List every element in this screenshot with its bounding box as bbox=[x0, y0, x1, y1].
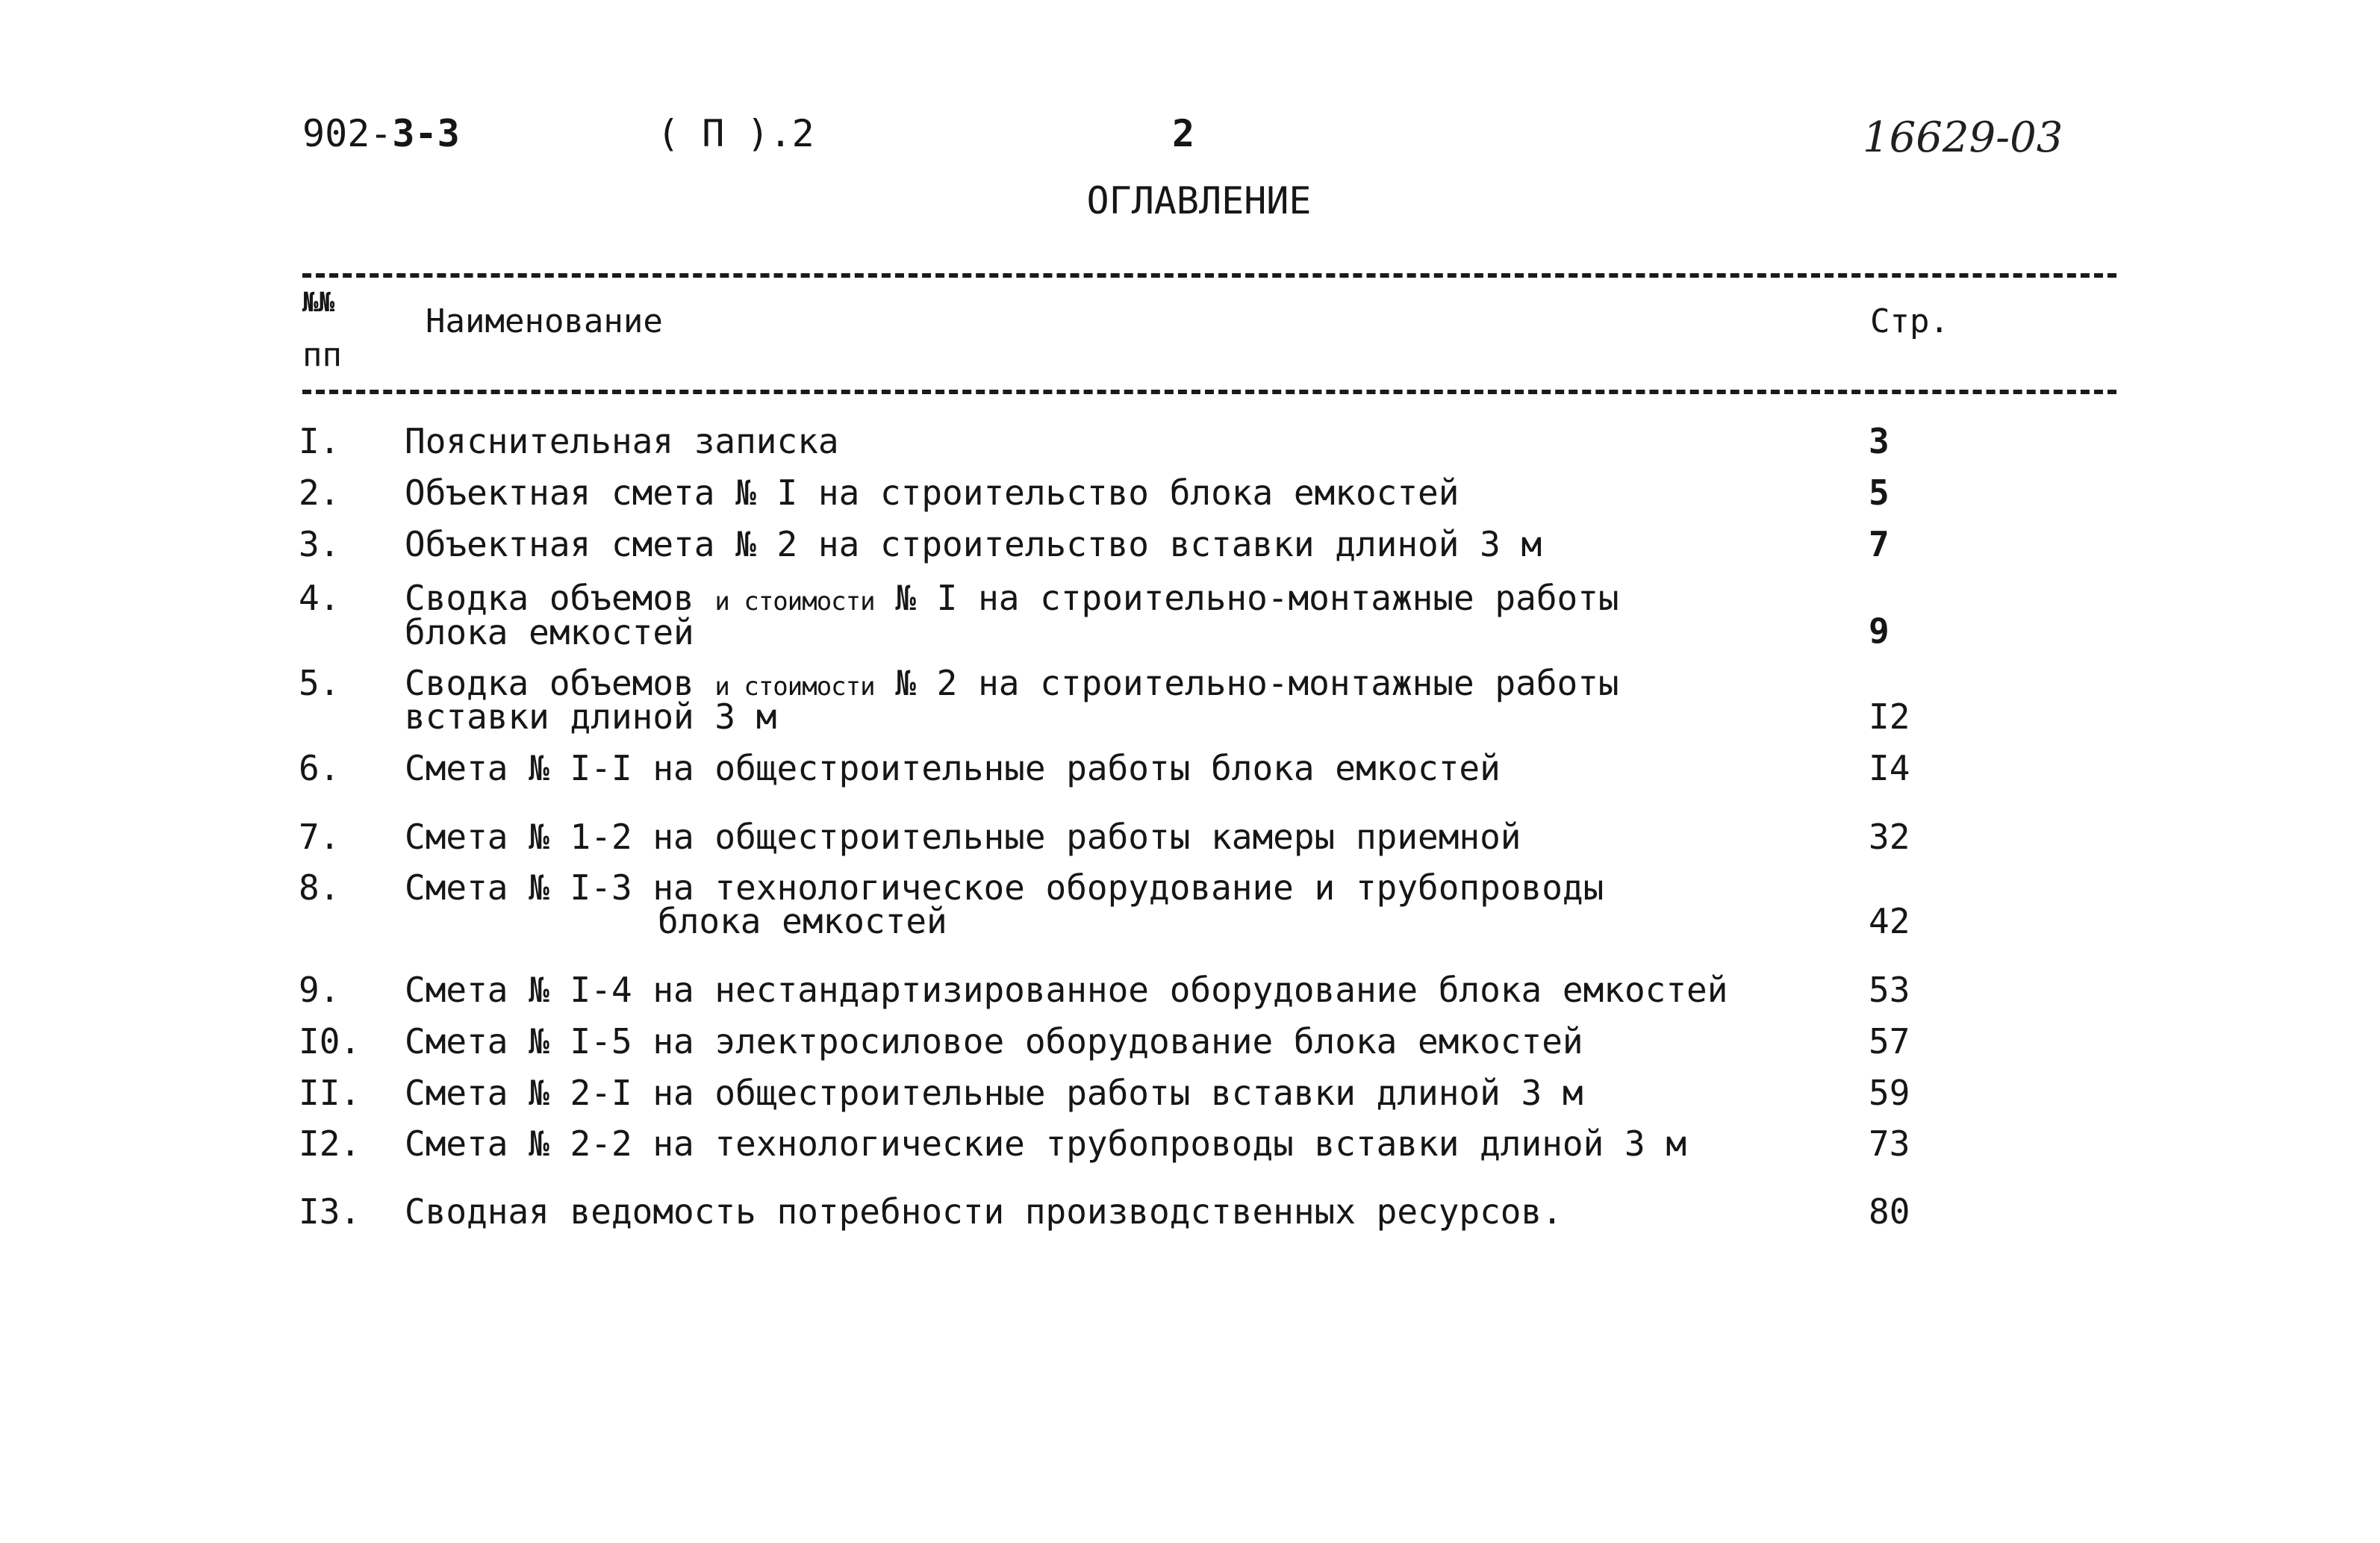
row-number: I. bbox=[299, 421, 340, 461]
row-title: Смета № 1-2 на общестроительные работы камеры приемной bbox=[405, 817, 1521, 857]
row-title: Смета № 2-2 на технологические трубопроводы вставки длиной 3 м bbox=[405, 1123, 1687, 1164]
row-page: I4 bbox=[1869, 748, 1910, 788]
table-divider-header bbox=[302, 390, 2116, 394]
column-header-page: Стр. bbox=[1870, 302, 1949, 340]
row-number: 4. bbox=[299, 578, 340, 618]
row-page: 53 bbox=[1869, 970, 1910, 1010]
row-number: 6. bbox=[299, 748, 340, 788]
row-page: I2 bbox=[1869, 696, 1910, 737]
row-page: 57 bbox=[1869, 1021, 1910, 1062]
row-page: 9 bbox=[1869, 611, 1890, 651]
row-title-line2: вставки длиной 3 м bbox=[405, 696, 777, 737]
row-number: 3. bbox=[299, 524, 340, 564]
row-number: II. bbox=[299, 1073, 361, 1113]
row-page: 32 bbox=[1869, 817, 1910, 857]
document-part: ( П ).2 bbox=[657, 112, 814, 155]
row-number: 5. bbox=[299, 663, 340, 703]
document-code-prefix: 902- bbox=[302, 112, 393, 155]
row-page: 42 bbox=[1869, 901, 1910, 941]
row-number: 7. bbox=[299, 817, 340, 857]
row-title-part: Сводка объемов bbox=[405, 663, 715, 703]
archive-number: 16629-03 bbox=[1863, 113, 2063, 162]
row-title-line2: блока емкостей bbox=[405, 612, 694, 652]
row-page: 80 bbox=[1869, 1191, 1910, 1232]
row-page: 7 bbox=[1869, 524, 1890, 564]
row-title-small: и стоимости bbox=[714, 672, 875, 702]
row-number: I3. bbox=[299, 1191, 361, 1232]
row-page: 73 bbox=[1869, 1123, 1910, 1164]
column-header-name: Наименование bbox=[426, 302, 663, 340]
row-number: 9. bbox=[299, 970, 340, 1010]
column-header-number: №№ bbox=[302, 287, 335, 318]
column-header-number-line2: пп bbox=[302, 336, 342, 374]
row-title: Смета № I-3 на технологическое оборудование и трубопроводы bbox=[405, 867, 1604, 908]
row-title-part: № 2 на строительно-монтажные работы bbox=[874, 663, 1619, 703]
document-code bbox=[302, 112, 460, 155]
row-title: Смета № I-4 на нестандартизированное оборудование блока емкостей bbox=[405, 970, 1728, 1010]
document-code-suffix: 3-3 bbox=[392, 112, 460, 155]
row-title: Пояснительная записка bbox=[405, 421, 839, 461]
row-number: 2. bbox=[299, 473, 340, 513]
row-title: Смета № I-5 на электросиловое оборудование блока емкостей bbox=[405, 1021, 1583, 1062]
row-title: Объектная смета № I на строительство блока емкостей bbox=[405, 473, 1460, 513]
row-title-part: № I на строительно-монтажные работы bbox=[874, 578, 1619, 618]
row-title: Сводная ведомость потребности производственных ресурсов. bbox=[405, 1191, 1563, 1232]
row-title-small: и стоимости bbox=[714, 587, 875, 617]
row-title: Объектная смета № 2 на строительство вставки длиной 3 м bbox=[405, 524, 1542, 564]
row-title: Смета № I-I на общестроительные работы блока емкостей bbox=[405, 748, 1501, 788]
row-title-line2: блока емкостей bbox=[658, 901, 947, 941]
row-number: I0. bbox=[299, 1021, 361, 1062]
page-title: ОГЛАВЛЕНИЕ bbox=[1086, 179, 1312, 222]
row-title-part: Сводка объемов bbox=[405, 578, 715, 618]
row-page: 5 bbox=[1869, 473, 1890, 513]
row-title: Смета № 2-I на общестроительные работы вставки длиной 3 м bbox=[405, 1073, 1583, 1113]
row-page: 59 bbox=[1869, 1073, 1910, 1113]
table-divider-top bbox=[302, 273, 2116, 278]
page-number: 2 bbox=[1172, 112, 1195, 155]
row-number: 8. bbox=[299, 867, 340, 908]
row-page: 3 bbox=[1869, 421, 1890, 461]
row-number: I2. bbox=[299, 1123, 361, 1164]
